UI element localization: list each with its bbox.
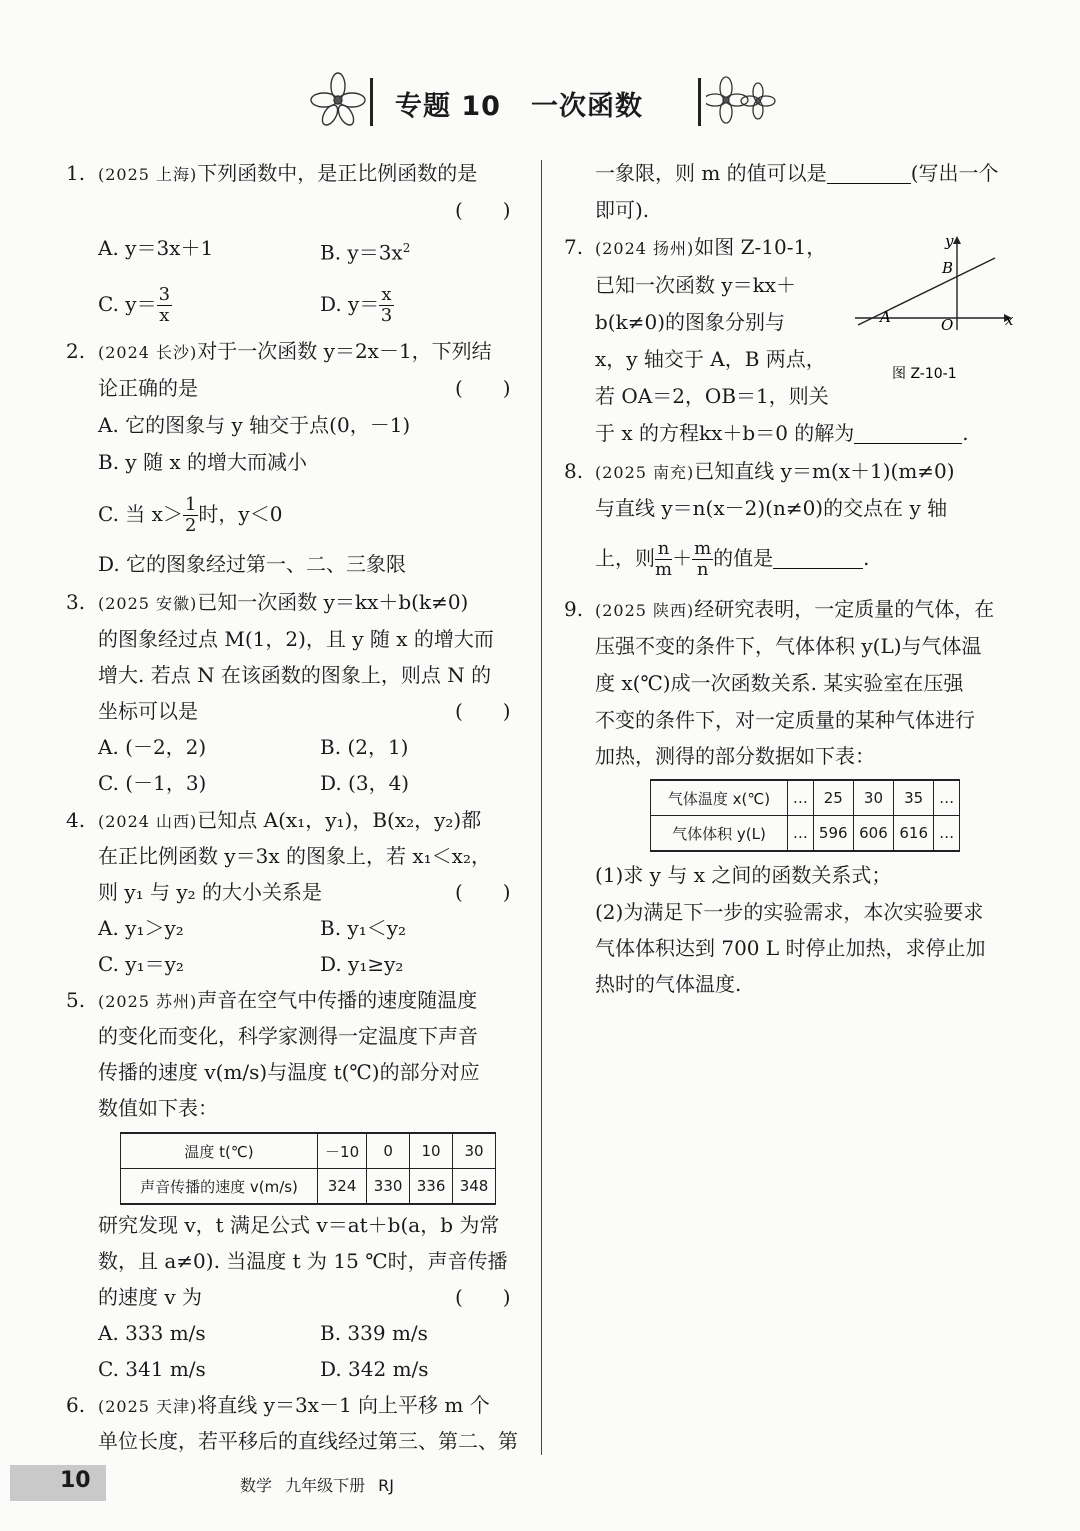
stem-line-4: 数值如下表：	[98, 1096, 218, 1120]
denominator: x	[159, 305, 170, 326]
stem-line-3: 传播的速度 v(m/s)与温度 t(℃)的部分对应	[98, 1060, 480, 1084]
stem-line-2: 的图象经过点 M(1，2)，且 y 随 x 的增大而	[98, 627, 494, 651]
title-bar-left	[370, 78, 373, 126]
question-stem	[98, 985, 477, 1015]
stem-line-5: 若 OA＝2，OB＝1，则关	[595, 384, 829, 408]
option-a: A. (－2，2)	[98, 735, 207, 759]
y-axis-arrow-icon	[953, 236, 961, 244]
table-header-cell: 气体体积 y(L)	[651, 816, 788, 852]
page-title	[395, 84, 643, 123]
fraction	[379, 285, 393, 326]
question-number: 2.	[66, 339, 86, 363]
topic-title: 一次函数	[530, 91, 643, 122]
stem-line-6: 数，且 a≠0). 当温度 t 为 15 ℃时，声音传播	[98, 1249, 508, 1273]
question-source: (2025 陕西)	[595, 601, 695, 620]
stem-line-4: x，y 轴交于 A，B 两点，	[595, 347, 826, 371]
table-cell: 596	[813, 816, 853, 852]
question-source: (2025 南充)	[595, 463, 695, 482]
table-header-cell: 气体温度 x(℃)	[651, 780, 788, 816]
sub-question-1: (1)求 y 与 x 之间的函数关系式；	[595, 863, 892, 887]
option-a: A. y₁＞y₂	[98, 916, 184, 940]
option-c-text: C. y＝	[98, 292, 157, 316]
table-row	[121, 1133, 496, 1169]
question-stem	[98, 805, 481, 835]
stem-line-2: 已知一次函数 y＝kx＋	[595, 273, 797, 297]
sub-question-2-line-2: 气体体积达到 700 L 时停止加热，求停止加	[595, 936, 986, 960]
table-cell: …	[934, 816, 960, 852]
table-cell: 35	[894, 780, 934, 816]
table-cell: 330	[367, 1169, 410, 1205]
question-source: (2025 天津)	[98, 1397, 198, 1416]
table-cell: 30	[853, 780, 893, 816]
table-cell: 348	[453, 1169, 496, 1205]
stem-text: 上，则	[595, 546, 655, 570]
title-bar-right	[698, 78, 701, 126]
stem-line-2: 在正比例函数 y＝3x 的图象上，若 x₁＜x₂，	[98, 844, 491, 868]
fraction-m-over-n	[692, 539, 713, 580]
question-source: (2024 山西)	[98, 812, 198, 831]
option-a: A. y＝3x＋1	[98, 236, 214, 260]
answer-blank[interactable]	[773, 546, 863, 569]
stem-line-7: 的速度 v 为	[98, 1285, 203, 1309]
label-y: y	[945, 232, 954, 250]
stem-line-4: 不变的条件下，对一定质量的某种气体进行	[595, 708, 975, 732]
option-c-text: C. 当 x＞	[98, 502, 183, 526]
denominator: m	[655, 559, 673, 580]
question-number: 5.	[66, 988, 86, 1012]
answer-parens: ( )	[455, 880, 511, 904]
figure-z-10-1	[850, 230, 1020, 385]
question-number: 8.	[564, 459, 584, 483]
question-stem	[98, 158, 477, 188]
answer-parens: ( )	[455, 198, 511, 222]
stem-text: 对于一次函数 y＝2x－1，下列结	[197, 339, 492, 363]
numerator: n	[655, 539, 672, 560]
question-number: 4.	[66, 808, 86, 832]
fraction	[157, 285, 172, 326]
stem-line-3: 度 x(℃)成一次函数关系. 某实验室在压强	[595, 671, 964, 695]
column-divider	[541, 160, 542, 1455]
answer-parens: ( )	[455, 376, 511, 400]
question-stem	[98, 1390, 490, 1420]
numerator: m	[694, 538, 712, 559]
option-d: D. y₁≥y₂	[320, 952, 404, 976]
table-cell: 30	[453, 1133, 496, 1169]
stem-line-2: 压强不变的条件下，气体体积 y(L)与气体温	[595, 634, 982, 658]
question-source: (2024 长沙)	[98, 343, 198, 362]
graph-line	[858, 258, 995, 325]
table-cell: 616	[894, 816, 934, 852]
option-d-text: D. y＝	[320, 292, 380, 316]
option-b-text: B. y＝3x	[320, 240, 403, 265]
numerator: x	[381, 284, 392, 305]
page-header	[0, 70, 1080, 140]
stem-line-3	[595, 158, 999, 188]
question-number: 1.	[66, 161, 86, 185]
question-stem	[98, 587, 468, 617]
stem-text: 已知点 A(x₁，y₁)，B(x₂，y₂)都	[197, 808, 482, 832]
table-row	[651, 780, 960, 816]
figure-caption: 图 Z-10-1	[892, 366, 957, 382]
question-number: 6.	[66, 1393, 86, 1417]
question-number: 9.	[564, 597, 584, 621]
option-a: A. 333 m/s	[98, 1321, 206, 1345]
answer-blank[interactable]	[854, 421, 962, 444]
plus-sign: ＋	[672, 546, 693, 570]
page-footer	[0, 1465, 1080, 1505]
stem-line-3: 上，则 $\frac{n}{m}$ ＋ $\frac{m}{n}$ 的值是 .	[595, 538, 870, 580]
option-c	[98, 490, 282, 538]
sound-speed-table	[120, 1132, 496, 1205]
option-b: B. y 随 x 的增大而减小	[98, 450, 308, 474]
option-d	[320, 280, 394, 328]
option-b: B. y₁＜y₂	[320, 916, 407, 940]
numerator: 3	[158, 284, 171, 305]
stem-text: 已知一次函数 y＝kx＋b(k≠0)	[197, 590, 469, 614]
fraction	[183, 495, 198, 536]
table-cell: －10	[318, 1133, 367, 1169]
question-source: (2025 苏州)	[98, 992, 198, 1011]
stem-line-3: 则 y₁ 与 y₂ 的大小关系是	[98, 880, 323, 904]
stem-line-2: 单位长度，若平移后的直线经过第三、第二、第	[98, 1429, 518, 1453]
stem-text: 下列函数中，是正比例函数的是	[197, 161, 478, 185]
question-stem	[98, 336, 492, 366]
flower-decoration-left-icon	[308, 70, 368, 130]
option-c	[98, 280, 172, 328]
stem-text-tail: (写出一个	[910, 161, 999, 185]
option-c: C. 341 m/s	[98, 1357, 206, 1381]
question-stem	[595, 456, 955, 486]
answer-blank[interactable]	[827, 161, 911, 184]
question-source: (2025 上海)	[98, 165, 198, 184]
fraction-n-over-m	[655, 539, 672, 580]
option-d: D. (3，4)	[320, 771, 410, 795]
exponent: 2	[402, 241, 411, 255]
question-stem	[595, 232, 826, 262]
stem-line-2: 论正确的是	[98, 376, 198, 400]
denominator: n	[696, 559, 709, 580]
stem-line-2: 的变化而变化，科学家测得一定温度下声音	[98, 1024, 478, 1048]
sub-question-2: (2)为满足下一步的实验需求，本次实验要求	[595, 900, 984, 924]
table-row	[651, 816, 960, 852]
question-source: (2025 安徽)	[98, 594, 198, 613]
table-cell: 336	[410, 1169, 453, 1205]
flower-decoration-right-icon	[706, 72, 776, 132]
label-b: B	[942, 259, 954, 277]
stem-text: 一象限，则 m 的值可以是	[595, 161, 827, 185]
option-d: D. 它的图象经过第一、二、三象限	[98, 552, 407, 576]
label-x: x	[1005, 311, 1014, 329]
book-info: 数学 九年级下册 RJ	[240, 1476, 395, 1495]
topic-number: 专题 10	[395, 91, 501, 122]
stem-line-3: b(k≠0)的图象分别与	[595, 310, 786, 334]
option-c: C. y₁＝y₂	[98, 952, 184, 976]
label-o: O	[941, 316, 954, 334]
stem-line-5: 研究发现 v，t 满足公式 v＝at＋b(a，b 为常	[98, 1213, 500, 1237]
label-a: A	[880, 308, 891, 326]
question-number: 7.	[564, 235, 584, 259]
table-header-cell: 温度 t(℃)	[121, 1133, 318, 1169]
table-header-cell: 声音传播的速度 v(m/s)	[121, 1169, 318, 1205]
stem-line-4: 坐标可以是	[98, 699, 198, 723]
option-b: B. (2，1)	[320, 735, 409, 759]
option-c: C. (－1，3)	[98, 771, 207, 795]
table-cell: 606	[853, 816, 893, 852]
stem-text: 已知直线 y＝m(x＋1)(m≠0)	[694, 459, 955, 483]
question-source: (2024 扬州)	[595, 239, 695, 258]
option-c-tail: 时，y＜0	[198, 502, 283, 526]
option-b	[320, 233, 410, 263]
stem-line-6: 于 x 的方程kx＋b＝0 的解为 .	[595, 421, 969, 445]
stem-text: 如图 Z-10-1，	[694, 235, 827, 259]
table-cell: …	[788, 816, 814, 852]
option-a: A. 它的图象与 y 轴交于点(0，－1)	[98, 413, 411, 437]
stem-line-4: 即可).	[595, 198, 650, 222]
stem-text-tail: 的值是	[713, 546, 774, 570]
denominator: 2	[184, 515, 197, 536]
table-cell: 10	[410, 1133, 453, 1169]
option-d: D. 342 m/s	[320, 1357, 429, 1381]
answer-parens: ( )	[455, 1285, 511, 1309]
denominator: 3	[380, 305, 393, 326]
stem-text: 声音在空气中传播的速度随温度	[197, 988, 478, 1012]
question-stem	[595, 594, 994, 624]
table-row	[121, 1169, 496, 1205]
table-cell: 324	[318, 1169, 367, 1205]
table-cell: 0	[367, 1133, 410, 1169]
stem-text: 将直线 y＝3x－1 向上平移 m 个	[197, 1393, 490, 1417]
table-cell: 25	[813, 780, 853, 816]
option-b: B. 339 m/s	[320, 1321, 428, 1345]
table-cell: …	[788, 780, 814, 816]
question-number: 3.	[66, 590, 86, 614]
page-number-box	[10, 1465, 106, 1501]
gas-data-table	[650, 779, 960, 852]
sub-question-2-line-3: 热时的气体温度.	[595, 972, 742, 996]
numerator: 1	[184, 494, 197, 515]
stem-text: 经研究表明，一定质量的气体，在	[694, 597, 995, 621]
answer-parens: ( )	[455, 699, 511, 723]
stem-line-3: 增大. 若点 N 在该函数的图象上，则点 N 的	[98, 663, 492, 687]
stem-text: 于 x 的方程kx＋b＝0 的解为	[595, 421, 855, 445]
stem-line-5: 加热，测得的部分数据如下表：	[595, 744, 875, 768]
page-number: 10	[60, 1468, 91, 1493]
stem-line-2: 与直线 y＝n(x－2)(n≠0)的交点在 y 轴	[595, 496, 948, 520]
table-cell: …	[934, 780, 960, 816]
